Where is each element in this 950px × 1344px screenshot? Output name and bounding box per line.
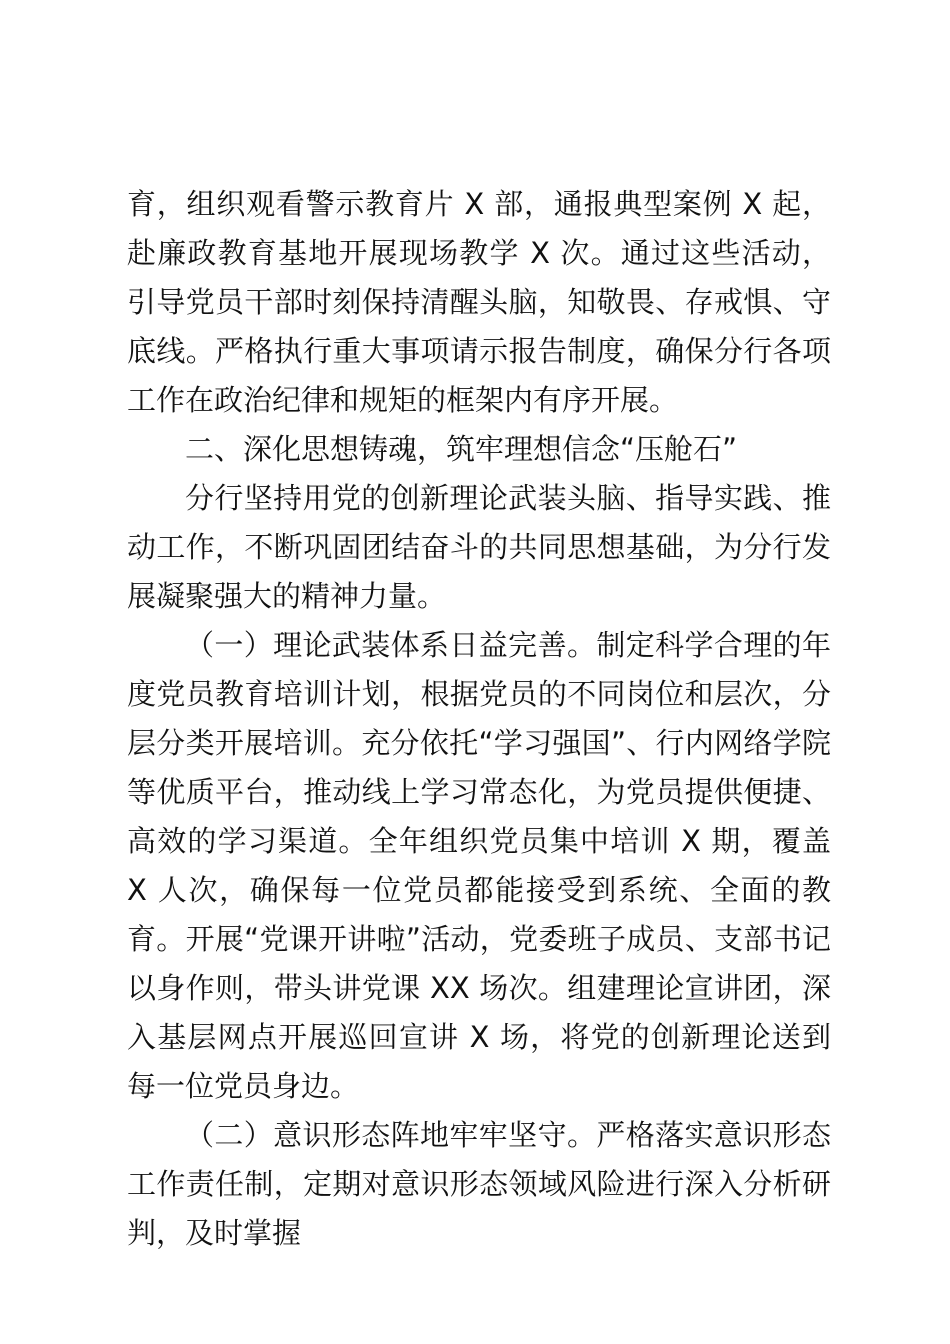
paragraph-intro: 分行坚持用党的创新理论武装头脑、指导实践、推动工作，不断巩固团结奋斗的共同思想基础，为分行发展凝聚强大的精神力量。 (127, 481, 831, 613)
paragraph-theory: （一）理论武装体系日益完善。制定科学合理的年度党员教育培训计划，根据党员的不同岗位和层次，分层分类开展培训。充分依托“学习强国”、行内网络学院等优质平台，推动线上学习常态化，为党员提供便捷、高效的学习渠道。全年组织党员集中培训 X 期，覆盖 X 人次，确保每一位党员都能接受到系统、全面的教育。开展“党课开讲啦”活动，党委班子成员、支部书记以身作则，带头讲党课 XX 场次。组建理论宣讲团，深入基层网点开展巡回宣讲 X 场，将党的创新理论送到每一位党员身边。 (127, 628, 831, 1103)
paragraph-continuation: 育，组织观看警示教育片 X 部，通报典型案例 X 起，赴廉政教育基地开展现场教学 X 次。通过这些活动，引导党员干部时刻保持清醒头脑，知敬畏、存戒惧、守底线。严格执行重大事项请示报告制度，确保分行各项工作在政治纪律和规矩的框架内有序开展。 (127, 187, 831, 417)
document-page (127, 180, 831, 1258)
paragraph-ideology: （二）意识形态阵地牢牢坚守。严格落实意识形态工作责任制，定期对意识形态领域风险进行深入分析研判，及时掌握 (127, 1118, 831, 1250)
section-heading: 二、深化思想铸魂，筑牢理想信念“压舱石” (185, 432, 738, 466)
